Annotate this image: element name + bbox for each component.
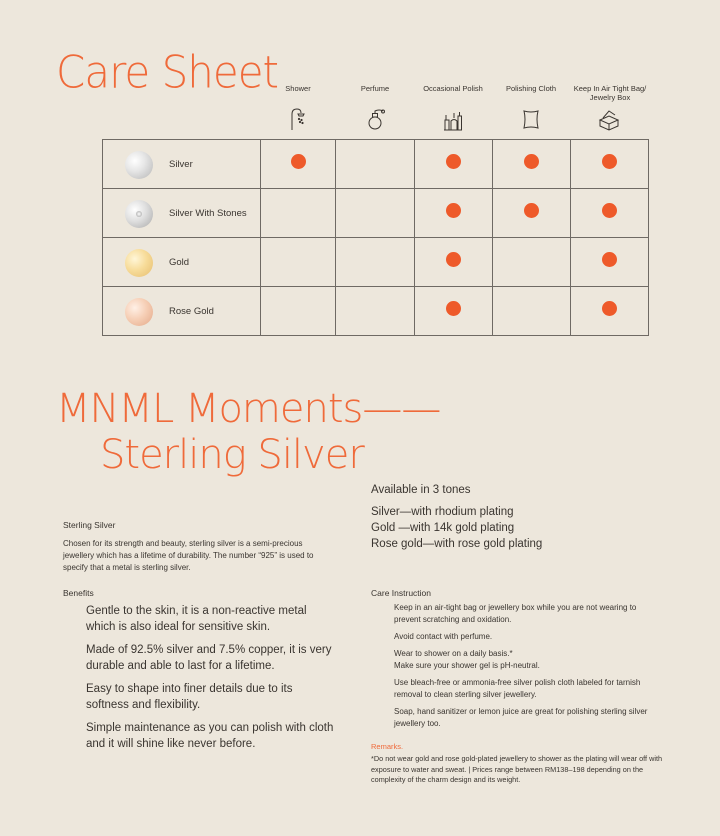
benefit-item: Simple maintenance as you can polish with cloth and it will shine like never before.: [86, 722, 334, 750]
check-dot-icon: [524, 203, 539, 218]
care-item: Wear to shower on a daily basis.* Make sure your shower gel is pH-neutral.: [394, 649, 540, 670]
available-heading: Available in 3 tones: [371, 484, 471, 496]
col-header-perfume: Perfume: [360, 84, 390, 93]
cloth-icon: [519, 106, 543, 132]
tone-item: Silver—with rhodium plating: [371, 506, 514, 518]
benefit-item: Made of 92.5% silver and 7.5% copper, it is very durable and able to last for a lifetime.: [86, 644, 332, 672]
care-instruction-list: [394, 602, 664, 735]
col-header-keep-in-bag: Keep In Air Tight Bag/ Jewelry Box: [573, 84, 647, 102]
shower-icon: [286, 106, 310, 132]
row-label-cell: [103, 140, 261, 189]
row-label-cell: [103, 189, 261, 238]
box-icon: [597, 106, 621, 132]
remarks-heading: Remarks.: [371, 742, 404, 751]
table-row: [103, 189, 649, 238]
gold-swatch-icon: [125, 249, 153, 277]
care-table: [102, 139, 649, 336]
available-tones: [371, 482, 542, 552]
row-name: Silver: [169, 159, 193, 170]
care-item: Keep in an air-tight bag or jewellery box while you are not wearing to prevent scratching and oxidation.: [394, 603, 637, 624]
remarks-text: *Do not wear gold and rose gold-plated jewellery to shower as the plating will wear off with exposure to water and sweat. | Prices range between RM138–198 depending on the complexity of the charm design and its weight.: [371, 754, 663, 784]
rose-gold-swatch-icon: [125, 298, 153, 326]
care-item: Use bleach-free or ammonia-free silver polish cloth labeled for tarnish removal to clean sterling silver jewellery.: [394, 678, 641, 699]
check-dot-icon: [446, 252, 461, 267]
col-header-polishing-cloth: Polishing Cloth: [505, 84, 557, 93]
check-dot-icon: [446, 203, 461, 218]
table-row: [103, 238, 649, 287]
check-dot-icon: [602, 301, 617, 316]
col-header-occasional-polish: Occasional Polish: [423, 84, 483, 93]
care-sheet-title: Care Sheet: [56, 46, 279, 99]
check-dot-icon: [446, 154, 461, 169]
care-item: Avoid contact with perfume.: [394, 632, 493, 641]
row-name: Gold: [169, 257, 190, 268]
mnml-title: [56, 386, 440, 478]
check-dot-icon: [602, 203, 617, 218]
check-dot-icon: [602, 154, 617, 169]
check-dot-icon: [291, 154, 306, 169]
table-row: [103, 140, 649, 189]
sterling-text: Chosen for its strength and beauty, sterling silver is a semi-precious jewellery which has a lifetime of durability. The number “925” is used to specify that a metal is sterling silver.: [63, 539, 314, 572]
check-dot-icon: [446, 301, 461, 316]
silver-stones-swatch-icon: [125, 200, 153, 228]
care-item: Soap, hand sanitizer or lemon juice are great for polishing sterling silver jewellery too.: [394, 707, 648, 728]
care-instruction-heading: Care Instruction: [371, 588, 431, 598]
benefit-item: Easy to shape into finer details due to its softness and flexibility.: [86, 683, 293, 711]
row-name: Rose Gold: [169, 306, 214, 317]
col-header-shower: Shower: [285, 84, 311, 93]
benefits-list: [86, 603, 336, 759]
polish-icon: [441, 106, 465, 132]
row-label-cell: [103, 287, 261, 336]
mnml-title-line2: Sterling Silver: [100, 432, 364, 478]
mnml-title-line1: MNML Moments——: [56, 386, 441, 432]
check-dot-icon: [524, 154, 539, 169]
tone-item: Gold —with 14k gold plating: [371, 522, 515, 534]
check-dot-icon: [602, 252, 617, 267]
benefits-heading: Benefits: [63, 588, 94, 598]
row-label-cell: [103, 238, 261, 287]
silver-swatch-icon: [125, 151, 153, 179]
perfume-icon: [363, 106, 387, 132]
sterling-heading: Sterling Silver: [63, 520, 116, 530]
row-name: Silver With Stones: [169, 208, 247, 219]
tone-item: Rose gold—with rose gold plating: [371, 538, 543, 550]
benefit-item: Gentle to the skin, it is a non-reactive metal which is also ideal for sensitive skin.: [86, 605, 307, 633]
table-row: [103, 287, 649, 336]
